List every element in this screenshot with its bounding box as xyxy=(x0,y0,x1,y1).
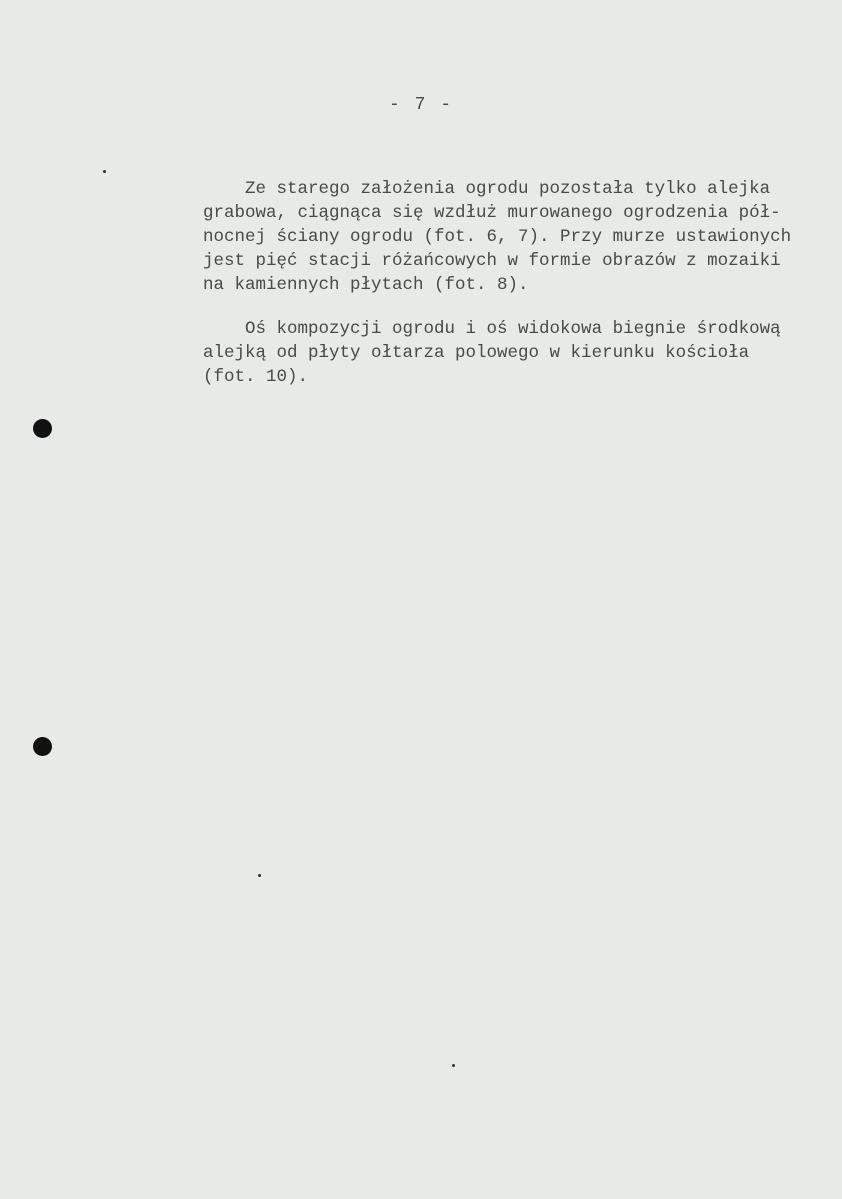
text-line: Ze starego założenia ogrodu pozostała tylko alejka xyxy=(203,179,771,199)
paper-speck xyxy=(258,874,261,877)
text-line: alejką od płyty ołtarza polowego w kierunku kościoła xyxy=(203,343,750,363)
punch-hole xyxy=(33,419,52,438)
paper-speck xyxy=(103,170,106,173)
text-line: Oś kompozycji ogrodu i oś widokowa biegnie środkową xyxy=(203,319,781,339)
page-number: - 7 - xyxy=(388,95,453,115)
text-line: nocnej ściany ogrodu (fot. 6, 7). Przy murze ustawionych xyxy=(203,227,792,247)
text-line: na kamiennych płytach (fot. 8). xyxy=(203,275,529,295)
punch-hole xyxy=(33,737,52,756)
text-line: jest pięć stacji różańcowych w formie obrazów z mozaiki xyxy=(203,251,781,271)
paper-speck xyxy=(452,1064,455,1067)
text-line: (fot. 10). xyxy=(203,367,309,387)
text-line: grabowa, ciągnąca się wzdłuż murowanego ogrodzenia pół- xyxy=(203,203,781,223)
